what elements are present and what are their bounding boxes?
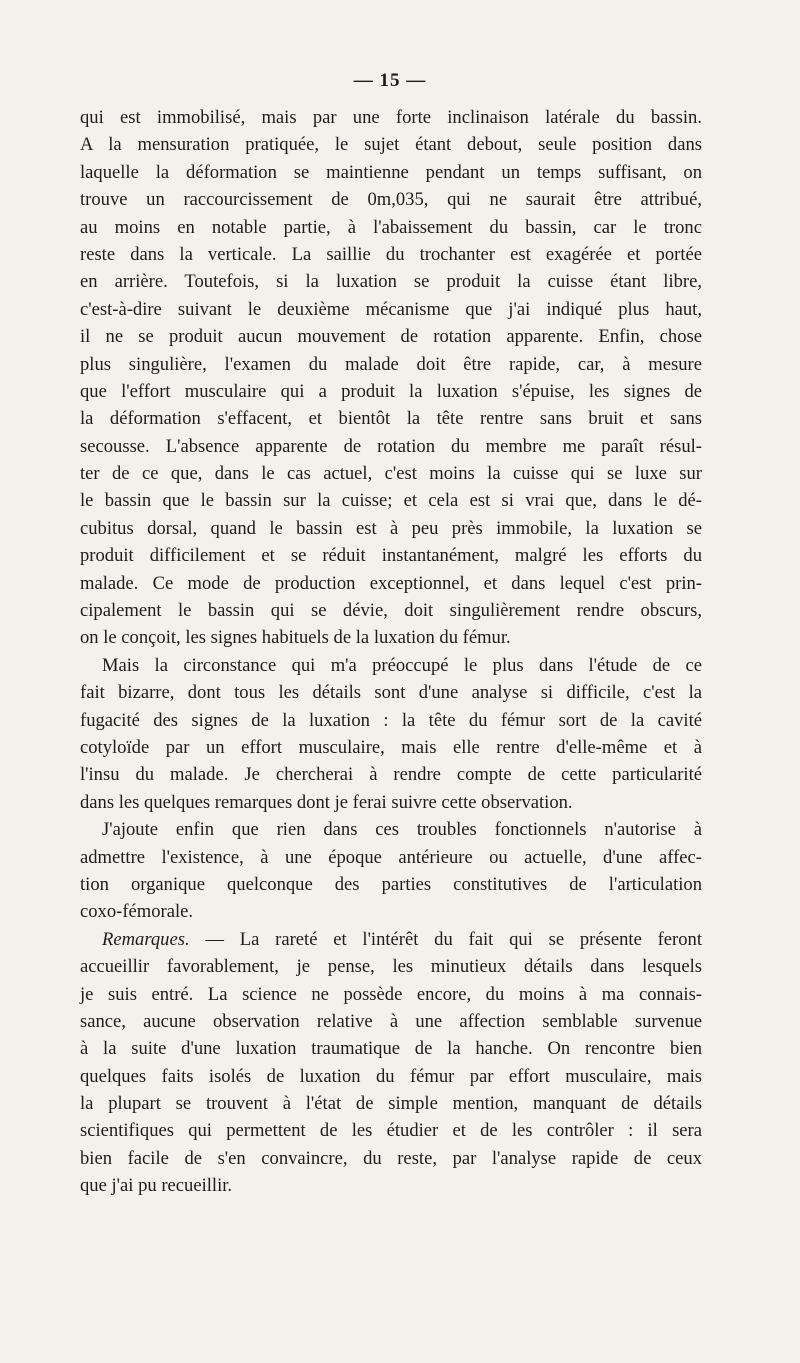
text-line: que l'effort musculaire qui a produit la luxation s'épuise, les signes de [80, 380, 702, 402]
body-text [80, 104, 702, 1200]
text-line: bien facile de s'en convaincre, du reste, par l'analyse rapide de ceux [80, 1147, 702, 1169]
text-line: malade. Ce mode de production exceptionnel, et dans lequel c'est prin- [80, 572, 702, 594]
text-line: produit difficilement et se réduit instantanément, malgré les efforts du [80, 545, 702, 567]
text-line: J'ajoute enfin que rien dans ces troubles fonctionnels n'autorise à [102, 819, 702, 841]
page-number: — 15 — [353, 70, 427, 91]
text-line: secousse. L'absence apparente de rotation du membre me paraît résul- [80, 435, 702, 457]
text-line: sance, aucune observation relative à une affection semblable survenue [80, 1010, 702, 1032]
text-line: tion organique quelconque des parties constitutives de l'articulation [80, 873, 702, 895]
text-line: reste dans la verticale. La saillie du trochanter est exagérée et portée [80, 243, 702, 265]
text-line: à la suite d'une luxation traumatique de la hanche. On rencontre bien [80, 1038, 702, 1060]
text-line: scientifiques qui permettent de les étudier et de les contrôler : il sera [80, 1120, 702, 1142]
text-line: A la mensuration pratiquée, le sujet étant debout, seule position dans [80, 134, 702, 156]
text-line: trouve un raccourcissement de 0m,035, qui ne saurait être attribué, [80, 189, 702, 211]
text-line: que j'ai pu recueillir. [80, 1175, 233, 1197]
text-line: cotyloïde par un effort musculaire, mais elle rentre d'elle-même et à [80, 736, 702, 758]
text-line: ter de ce que, dans le cas actuel, c'est moins la cuisse qui se luxe sur [80, 463, 702, 485]
text-line: coxo-fémorale. [80, 901, 194, 923]
text-line: il ne se produit aucun mouvement de rotation apparente. Enfin, chose [80, 326, 702, 348]
text-line: Remarques. — La rareté et l'intérêt du fait qui se présente feront [102, 928, 702, 950]
text-line: quelques faits isolés de luxation du fémur par effort musculaire, mais [80, 1065, 702, 1087]
text-line: on le conçoit, les signes habituels de la luxation du fémur. [80, 627, 511, 649]
text-line: au moins en notable partie, à l'abaissement du bassin, car le tronc [80, 216, 702, 238]
text-line: fait bizarre, dont tous les détails sont d'une analyse si difficile, c'est la [80, 682, 702, 704]
text-line: cubitus dorsal, quand le bassin est à peu près immobile, la luxation se [80, 517, 702, 539]
text-line: Mais la circonstance qui m'a préoccupé le plus dans l'étude de ce [102, 654, 702, 676]
text-line: c'est-à-dire suivant le deuxième mécanisme que j'ai indiqué plus haut, [80, 298, 702, 320]
section-heading: Remarques. [102, 928, 190, 950]
text-line: plus singulière, l'examen du malade doit être rapide, car, à mesure [80, 353, 702, 375]
text-line: le bassin que le bassin sur la cuisse; et cela est si vrai que, dans le dé- [80, 490, 702, 512]
text-line: admettre l'existence, à une époque antérieure ou actuelle, d'une affec- [80, 846, 702, 868]
text-line: la déformation s'effacent, et bientôt la tête rentre sans bruit et sans [80, 408, 702, 430]
text-line: cipalement le bassin qui se dévie, doit singulièrement rendre obscurs, [80, 600, 702, 622]
text-line: laquelle la déformation se maintienne pendant un temps suffisant, on [80, 161, 702, 183]
text-line: la plupart se trouvent à l'état de simple mention, manquant de détails [80, 1093, 702, 1115]
text-line: fugacité des signes de la luxation : la tête du fémur sort de la cavité [80, 709, 702, 731]
text-line: en arrière. Toutefois, si la luxation se produit la cuisse étant libre, [80, 271, 702, 293]
text-line: qui est immobilisé, mais par une forte inclinaison latérale du bassin. [80, 107, 702, 128]
text-line: l'insu du malade. Je chercherai à rendre compte de cette particularité [80, 764, 702, 786]
text-line: accueillir favorablement, je pense, les minutieux détails dans lesquels [80, 956, 702, 978]
text-line: dans les quelques remarques dont je ferai suivre cette observation. [80, 791, 573, 813]
text-line: je suis entré. La science ne possède encore, du moins à ma connais- [80, 983, 702, 1005]
